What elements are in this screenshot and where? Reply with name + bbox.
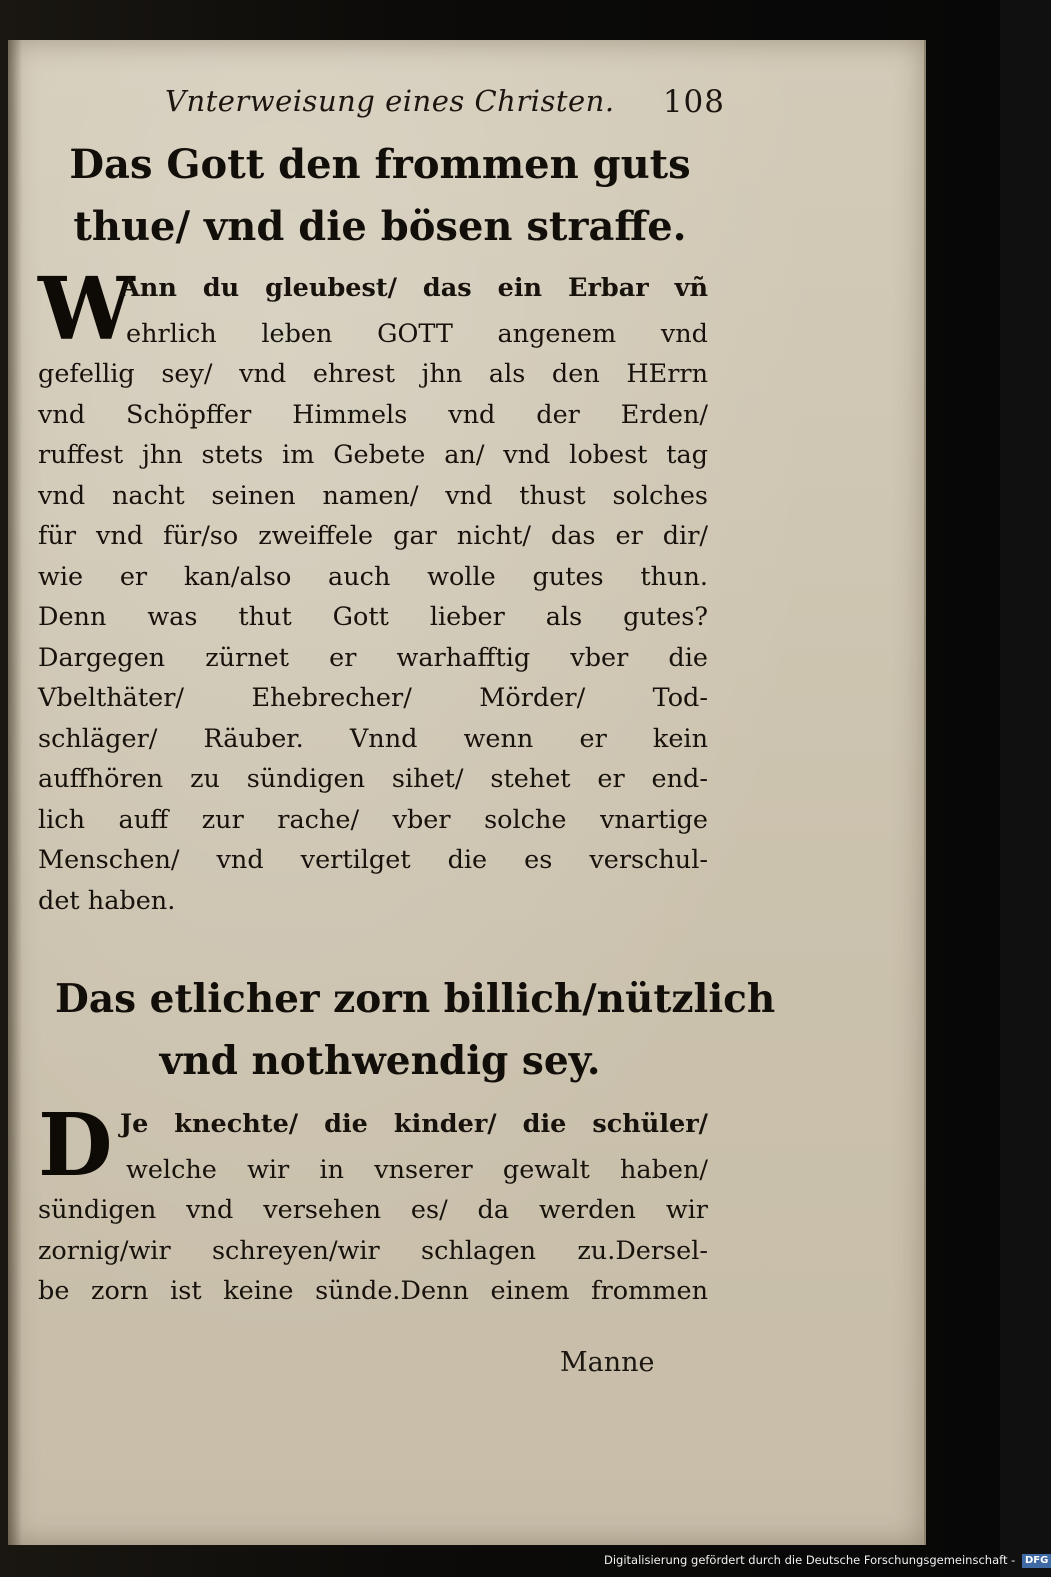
text-line: vnd nacht seinen namen/ vnd thust solches [38, 480, 708, 511]
text-line: Dargegen zürnet er warhafftig vber die [38, 642, 708, 673]
text-line: be zorn ist keine sünde.Denn einem frommen [38, 1276, 708, 1306]
text-line: Menschen/ vnd vertilget die es verschul- [38, 845, 708, 875]
text-line: ehrlich leben GOTT angenem vnd [126, 318, 708, 349]
text-line: Denn was thut Gott lieber als gutes? [38, 602, 708, 632]
credit-text: Digitalisierung gefördert durch die Deutsche Forschungsgemeinschaft - [604, 1553, 1016, 1567]
text-line: auffhören zu sündigen sihet/ stehet er end- [38, 764, 708, 794]
text-line: Vbelthäter/ Ehebrecher/ Mörder/ Tod- [38, 683, 708, 713]
text-line: welche wir in vnserer gewalt haben/ [126, 1154, 708, 1185]
text-line: wie er kan/also auch wolle gutes thun. [38, 561, 708, 592]
first-line-text: Je knechte/ die kinder/ die schüler/ [120, 1109, 708, 1139]
text-line: schläger/ Räuber. Vnnd wenn er kein [38, 723, 708, 754]
paragraph-1 [38, 259, 708, 921]
text-line: sündigen vnd versehen es/ da werden wir [38, 1195, 708, 1225]
heading-line: Das Gott den frommen guts [69, 141, 691, 188]
text-line: vnd Schöpffer Himmels vnd der Erden/ [38, 399, 708, 430]
page-gutter-shadow [8, 40, 22, 1545]
running-title: Vnterweisung eines Christen. [165, 84, 615, 118]
text-line: gefellig sey/ vnd ehrest jhn als den HErrn [38, 359, 708, 389]
section-heading-1 [55, 134, 705, 258]
heading-line: Das etlicher zorn billich/nützlich [55, 976, 776, 1022]
page-number: 108 [662, 84, 725, 120]
text-line: det haben. [38, 885, 176, 916]
drop-cap-initial: D [38, 1095, 113, 1196]
catchword: Manne [560, 1347, 655, 1378]
text-line: lich auff zur rache/ vber solche vnartige [38, 804, 708, 835]
section-heading-2 [55, 968, 776, 1092]
heading-line: thue/ vnd die bösen straffe. [73, 203, 687, 250]
text-line: ruffest jhn stets im Gebete an/ vnd lobest tag [38, 440, 708, 470]
running-head [165, 84, 725, 124]
digitization-credit [604, 1550, 1049, 1570]
first-line-text: Ann du gleubest/ das ein Erbar vñ [120, 273, 708, 303]
dfg-logo: DFG [1022, 1554, 1051, 1568]
drop-cap-initial: W [38, 259, 135, 360]
heading-line: vnd nothwendig sey. [159, 1038, 601, 1084]
paragraph-2 [38, 1095, 708, 1312]
text-line: für vnd für/so zweiffele gar nicht/ das er dir/ [38, 521, 708, 551]
text-line: zornig/wir schreyen/wir schlagen zu.Dersel- [38, 1235, 708, 1266]
